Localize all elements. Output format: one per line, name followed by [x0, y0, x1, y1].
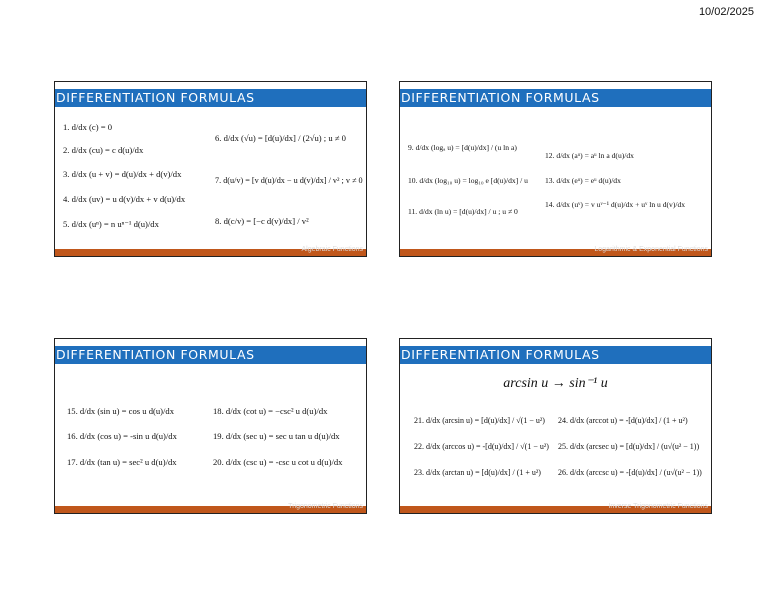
page-date: 10/02/2025 — [698, 6, 754, 18]
formula-1: 1. d/dx (c) = 0 — [63, 122, 112, 132]
slide-footer: Logarithmic & Exponential Functions — [594, 246, 708, 253]
slide-title: DIFFERENTIATION FORMULAS — [401, 347, 600, 362]
slide-title-bar — [55, 89, 366, 107]
slide-algebraic — [54, 81, 367, 257]
formula-17: 17. d/dx (tan u) = sec² u d(u)/dx — [67, 457, 177, 467]
slide-title-bar — [400, 89, 711, 107]
slide-title-bar — [55, 346, 366, 364]
formula-7: 7. d(u/v) = [v d(u)/dx − u d(v)/dx] / v² ; v ≠ 0 — [215, 176, 363, 185]
formula-15: 15. d/dx (sin u) = cos u d(u)/dx — [67, 406, 175, 416]
slide-title: DIFFERENTIATION FORMULAS — [56, 90, 255, 105]
slide-footer-bar — [55, 503, 366, 513]
slide-footer: Inverse Trigonometric Functions — [608, 503, 708, 510]
formula-11: 11. d/dx (ln u) = [d(u)/dx] / u ; u ≠ 0 — [408, 207, 518, 216]
formula-21: 21. d/dx (arcsin u) = [d(u)/dx] / √(1 − u²) — [414, 416, 545, 425]
formula-16: 16. d/dx (cos u) = -sin u d(u)/dx — [67, 431, 177, 441]
formula-25: 25. d/dx (arcsec u) = [d(u)/dx] / (u√(u² − 1)) — [558, 442, 700, 451]
formula-19: 19. d/dx (sec u) = sec u tan u d(u)/dx — [213, 431, 340, 441]
formula-9: 9. d/dx (logₐ u) = [d(u)/dx] / (u ln a) — [408, 143, 517, 152]
formula-8: 8. d(c/v) = [−c d(v)/dx] / v² — [215, 216, 309, 226]
formula-23: 23. d/dx (arctan u) = [d(u)/dx] / (1 + u²) — [414, 468, 541, 477]
formula-18: 18. d/dx (cot u) = −csc² u d(u)/dx — [213, 406, 328, 416]
slide-title: DIFFERENTIATION FORMULAS — [56, 347, 255, 362]
formula-6: 6. d/dx (√u) = [d(u)/dx] / (2√u) ; u ≠ 0 — [215, 133, 346, 143]
formula-2: 2. d/dx (cu) = c d(u)/dx — [63, 145, 144, 155]
slide-footer-bar — [400, 246, 711, 256]
slide-inverse-trig — [399, 338, 712, 514]
slide-headline: arcsin u → sin⁻¹ u — [503, 376, 608, 391]
slide-log-exp — [399, 81, 712, 257]
formula-13: 13. d/dx (eᵘ) = eᵘ d(u)/dx — [545, 176, 621, 185]
slide-footer-bar — [55, 246, 366, 256]
formula-20: 20. d/dx (csc u) = -csc u cot u d(u)/dx — [213, 457, 343, 467]
formula-3: 3. d/dx (u + v) = d(u)/dx + d(v)/dx — [63, 169, 182, 179]
formula-5: 5. d/dx (uⁿ) = n uⁿ⁻¹ d(u)/dx — [63, 219, 159, 229]
formula-14: 14. d/dx (uᵛ) = v uᵛ⁻¹ d(u)/dx + uᵛ ln u d(v)/dx — [545, 200, 686, 209]
formula-12: 12. d/dx (aᵘ) = aᵘ ln a d(u)/dx — [545, 151, 634, 160]
formula-26: 26. d/dx (arccsc u) = -[d(u)/dx] / (u√(u² − 1)) — [558, 468, 702, 477]
slide-footer: Algebraic Functions — [301, 246, 363, 253]
slide-trig — [54, 338, 367, 514]
formula-10: 10. d/dx (log₁₀ u) = log₁₀ e [d(u)/dx] / u — [408, 176, 528, 185]
formula-4: 4. d/dx (uv) = u d(v)/dx + v d(u)/dx — [63, 194, 186, 204]
slide-title-bar — [400, 346, 711, 364]
formula-22: 22. d/dx (arccos u) = -[d(u)/dx] / √(1 − u²) — [414, 442, 549, 451]
slide-title: DIFFERENTIATION FORMULAS — [401, 90, 600, 105]
formula-24: 24. d/dx (arccot u) = -[d(u)/dx] / (1 + u²) — [558, 416, 688, 425]
slide-footer: Trigonometric Functions — [288, 503, 363, 510]
slide-footer-bar — [400, 503, 711, 513]
